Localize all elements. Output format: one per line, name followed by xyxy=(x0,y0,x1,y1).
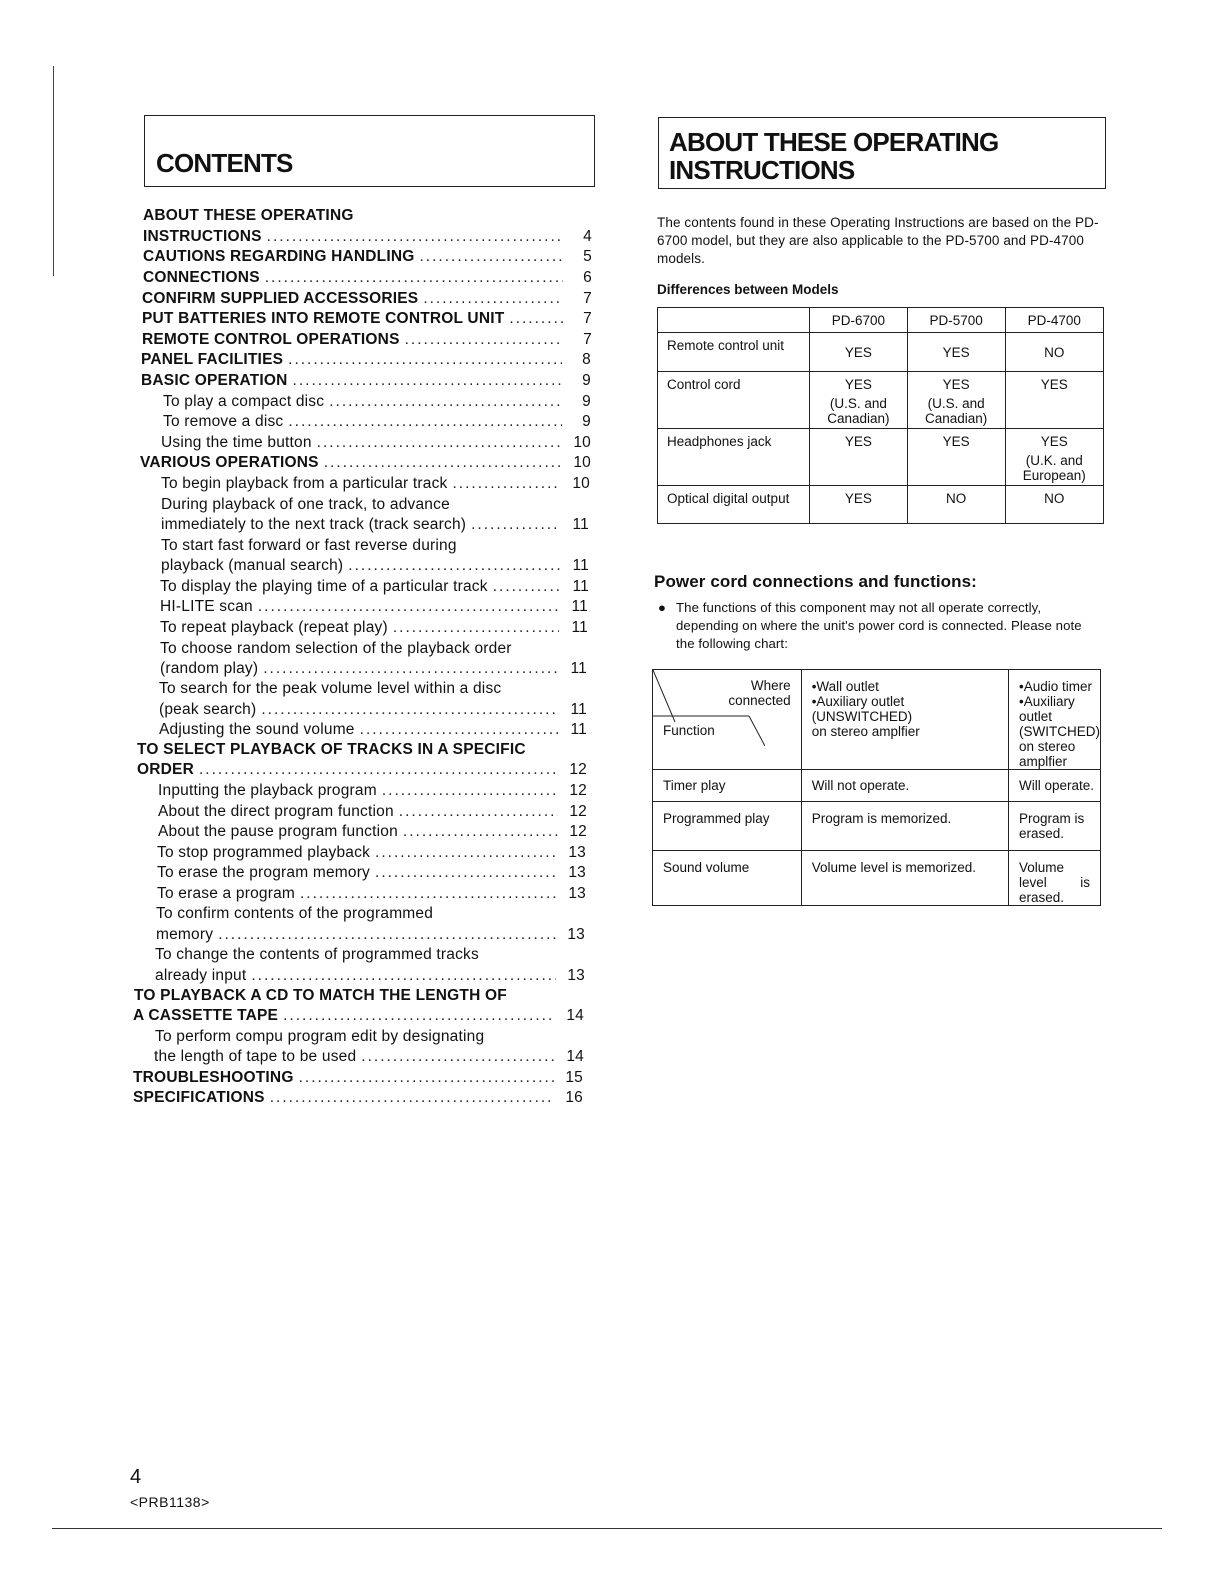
toc-entry-title: the length of tape to be used xyxy=(154,1048,357,1065)
toc-leader-dots xyxy=(399,802,558,822)
toc-page-number: 11 xyxy=(570,701,587,718)
toc-leader-dots xyxy=(382,781,558,801)
toc-entry xyxy=(137,760,587,780)
toc-entry xyxy=(161,536,589,556)
toc-entry-title: Adjusting the sound volume xyxy=(159,721,355,738)
models-header-pd6700: PD-6700 xyxy=(810,308,908,333)
toc-leader-dots xyxy=(493,577,560,597)
page-number: 4 xyxy=(130,1466,142,1488)
cell-value xyxy=(810,372,908,429)
toc-page-number: 11 xyxy=(571,598,588,615)
cell-note: (U.S. and Canadian) xyxy=(924,396,988,426)
cell-value xyxy=(907,372,1005,429)
toc-entry-title: To perform compu program edit by designating xyxy=(155,1028,485,1045)
cell-note: (U.S. and Canadian) xyxy=(827,396,890,426)
toc-page-number: 14 xyxy=(566,1048,584,1065)
table-row xyxy=(658,486,1104,524)
toc-page-number: 13 xyxy=(568,844,586,861)
toc-leader-dots xyxy=(263,659,558,679)
cell-main: YES xyxy=(942,377,970,392)
toc-entry xyxy=(160,618,588,638)
toc-entry xyxy=(160,597,588,617)
toc-entry xyxy=(155,966,585,986)
toc-leader-dots xyxy=(360,720,558,740)
power-section-heading: Power cord connections and functions: xyxy=(654,572,977,591)
toc-entry-title: (peak search) xyxy=(159,701,257,718)
toc-entry-title: Using the time button xyxy=(161,434,312,451)
toc-entry-title: ORDER xyxy=(137,761,194,778)
toc-leader-dots xyxy=(452,474,561,494)
toc-entry-title: To confirm contents of the programmed xyxy=(156,905,434,922)
cell-value: YES xyxy=(907,333,1005,372)
toc-page-number: 9 xyxy=(582,413,591,430)
toc-entry xyxy=(157,843,586,863)
toc-entry xyxy=(133,1088,583,1108)
margin-rule xyxy=(53,66,54,276)
toc-entry xyxy=(133,1068,583,1088)
toc-entry xyxy=(140,453,591,473)
models-header-pd4700: PD-4700 xyxy=(1005,308,1104,333)
toc-entry xyxy=(161,495,590,515)
toc-entry-title: HI-LITE scan xyxy=(160,598,253,615)
row-label: Timer play xyxy=(653,770,802,802)
toc-entry xyxy=(158,822,587,842)
toc-entry xyxy=(143,247,592,267)
row-label: Headphones jack xyxy=(658,429,810,486)
toc-page-number: 15 xyxy=(565,1069,583,1086)
toc-entry xyxy=(143,206,592,226)
toc-entry-title: INSTRUCTIONS xyxy=(143,228,262,245)
toc-page-number: 13 xyxy=(568,864,586,881)
cell-value: Program is erased. xyxy=(1009,802,1101,851)
toc-page-number: 16 xyxy=(565,1089,583,1106)
toc-leader-dots xyxy=(324,453,562,473)
toc-page-number: 6 xyxy=(583,269,592,286)
toc-entry-title: During playback of one track, to advance xyxy=(161,496,450,513)
toc-leader-dots xyxy=(299,1068,554,1088)
toc-page-number: 10 xyxy=(573,454,591,471)
differences-heading: Differences between Models xyxy=(657,282,839,297)
toc-leader-dots xyxy=(403,822,558,842)
toc-entry xyxy=(163,412,591,432)
toc-leader-dots xyxy=(317,433,562,453)
toc-page-number: 10 xyxy=(573,434,591,451)
toc-entry xyxy=(143,227,592,247)
toc-page-number: 7 xyxy=(583,331,592,348)
toc-leader-dots xyxy=(423,289,563,309)
toc-entry-title: About the pause program function xyxy=(158,823,398,840)
toc-page-number: 13 xyxy=(567,926,585,943)
power-table-header xyxy=(653,670,1101,770)
cell-value: YES xyxy=(907,429,1005,486)
toc-entry xyxy=(159,700,587,720)
toc-leader-dots xyxy=(293,371,562,391)
toc-page-number: 13 xyxy=(567,967,585,984)
toc-page-number: 12 xyxy=(569,782,587,799)
toc-entry-title: TO PLAYBACK A CD TO MATCH THE LENGTH OF xyxy=(134,987,507,1004)
toc-page-number: 9 xyxy=(582,372,591,389)
toc-entry xyxy=(161,474,590,494)
toc-page-number: 12 xyxy=(569,823,587,840)
cell-value: Program is memorized. xyxy=(801,802,1008,851)
toc-page-number: 11 xyxy=(571,619,588,636)
toc-leader-dots xyxy=(288,412,562,432)
toc-page-number: 11 xyxy=(570,721,587,738)
toc-entry-title: already input xyxy=(155,967,247,984)
toc-entry-title: playback (manual search) xyxy=(161,557,344,574)
contents-title-text: CONTENTS xyxy=(156,148,293,178)
header-col2: •Audio timer •Auxiliary outlet (SWITCHED) on stereo amplfier xyxy=(1009,670,1101,770)
toc-entry-title: To erase the program memory xyxy=(157,864,371,881)
toc-entry xyxy=(160,639,588,659)
cell-note: (U.K. and European) xyxy=(1022,453,1086,483)
toc-page-number: 9 xyxy=(582,393,591,410)
header-col1: •Wall outlet •Auxiliary outlet (UNSWITCHED) on stereo amplfier xyxy=(801,670,1008,770)
toc-entry xyxy=(134,986,584,1006)
toc-page-number: 7 xyxy=(583,290,592,307)
toc-entry xyxy=(158,802,587,822)
toc-leader-dots xyxy=(261,700,558,720)
toc-entry xyxy=(161,515,589,535)
toc-leader-dots xyxy=(348,556,560,576)
cell-value: Volume level is erased. xyxy=(1009,851,1101,906)
toc-entry-title: To start fast forward or fast reverse during xyxy=(161,537,457,554)
toc-leader-dots xyxy=(405,330,563,350)
toc-leader-dots xyxy=(361,1047,555,1067)
toc-entry xyxy=(159,720,587,740)
toc-entry xyxy=(161,433,591,453)
toc-leader-dots xyxy=(251,966,556,986)
toc-entry-title: To repeat playback (repeat play) xyxy=(160,619,388,636)
bottom-rule xyxy=(52,1528,1162,1529)
toc-entry-title: BASIC OPERATION xyxy=(141,372,288,389)
toc-page-number: 12 xyxy=(569,803,587,820)
toc-entry-title: To display the playing time of a particular track xyxy=(160,578,488,595)
toc-leader-dots xyxy=(288,350,562,370)
toc-entry xyxy=(161,556,589,576)
toc-entry-title: Inputting the playback program xyxy=(158,782,377,799)
toc-leader-dots xyxy=(509,309,563,329)
intro-paragraph: The contents found in these Operating Instructions are based on the PD-6700 model, but they are also applicable to the PD-5700 and PD-4700 models. xyxy=(657,215,1099,266)
toc-entry-title: immediately to the next track (track search) xyxy=(161,516,467,533)
table-row xyxy=(653,802,1101,851)
toc-leader-dots xyxy=(329,392,562,412)
toc-entry xyxy=(142,309,592,329)
toc-entry-title: VARIOUS OPERATIONS xyxy=(140,454,319,471)
toc-entry-title: A CASSETTE TAPE xyxy=(133,1007,279,1024)
cell-value: YES xyxy=(810,429,908,486)
toc-entry-title: About the direct program function xyxy=(158,803,394,820)
row-label: Remote control unit xyxy=(658,333,810,372)
row-label: Optical digital output xyxy=(658,486,810,524)
toc-entry-title: PUT BATTERIES INTO REMOTE CONTROL UNIT xyxy=(142,310,505,327)
toc-entry xyxy=(142,330,592,350)
toc-entry xyxy=(133,1006,584,1026)
toc-page-number: 8 xyxy=(582,351,591,368)
toc-leader-dots xyxy=(375,843,557,863)
toc-entry xyxy=(143,268,592,288)
corner-function: Function xyxy=(663,723,715,738)
toc-leader-dots xyxy=(265,268,563,288)
about-title-line1: ABOUT THESE OPERATING xyxy=(669,127,999,157)
toc-entry-title: CAUTIONS REGARDING HANDLING xyxy=(143,248,415,265)
toc-leader-dots xyxy=(267,227,563,247)
contents-title xyxy=(144,115,595,187)
cell-value: Will not operate. xyxy=(801,770,1008,802)
toc-page-number: 11 xyxy=(572,557,589,574)
toc-page-number: 11 xyxy=(570,660,587,677)
toc-page-number: 14 xyxy=(566,1007,584,1024)
row-label: Control cord xyxy=(658,372,810,429)
toc-leader-dots xyxy=(218,925,556,945)
cell-value: YES xyxy=(810,486,908,524)
row-label: Sound volume xyxy=(653,851,802,906)
cell-value: Volume level is memorized. xyxy=(801,851,1008,906)
toc-leader-dots xyxy=(393,618,559,638)
toc-entry xyxy=(142,289,592,309)
bullet-icon: ● xyxy=(658,600,667,615)
table-row xyxy=(658,372,1104,429)
row-label: Programmed play xyxy=(653,802,802,851)
table-row xyxy=(658,429,1104,486)
power-table xyxy=(652,669,1101,906)
models-header-pd5700: PD-5700 xyxy=(907,308,1005,333)
table-row xyxy=(658,333,1104,372)
table-row xyxy=(653,770,1101,802)
toc-entry-title: TROUBLESHOOTING xyxy=(133,1069,294,1086)
toc-entry-title: CONNECTIONS xyxy=(143,269,260,286)
document-code: <PRB1138> xyxy=(130,1494,210,1510)
about-title xyxy=(658,117,1106,189)
toc-page-number: 4 xyxy=(583,228,592,245)
cell-value: NO xyxy=(907,486,1005,524)
toc-entry-title: TO SELECT PLAYBACK OF TRACKS IN A SPECIFIC xyxy=(137,741,526,758)
cell-value: NO xyxy=(1005,333,1104,372)
toc-entry-title: To change the contents of programmed tracks xyxy=(155,946,479,963)
toc-entry xyxy=(157,863,586,883)
cell-main: YES xyxy=(844,377,872,392)
about-title-line2: INSTRUCTIONS xyxy=(669,155,855,185)
toc-leader-dots xyxy=(375,863,557,883)
toc-entry xyxy=(160,659,587,679)
toc-entry-title: To stop programmed playback xyxy=(157,844,371,861)
power-bullet-text: The functions of this component may not all operate correctly, depending on where the unit's power cord is connected. Please note the following chart: xyxy=(676,600,1082,651)
toc-leader-dots xyxy=(471,515,560,535)
toc-entry xyxy=(159,679,587,699)
toc-page-number: 5 xyxy=(583,248,592,265)
toc-entry xyxy=(160,577,589,597)
toc-entry-title: To play a compact disc xyxy=(163,393,325,410)
corner-cell xyxy=(653,670,802,770)
toc-entry-title: memory xyxy=(156,926,214,943)
cell-value: YES xyxy=(1005,372,1104,429)
cell-main: YES xyxy=(1040,434,1068,449)
toc-entry-title: PANEL FACILITIES xyxy=(141,351,284,368)
toc-leader-dots xyxy=(258,597,559,617)
cell-value: Will operate. xyxy=(1009,770,1101,802)
toc-entry-title: To erase a program xyxy=(157,885,295,902)
toc-entry-title: To search for the peak volume level within a disc xyxy=(159,680,502,697)
toc-leader-dots xyxy=(419,247,563,267)
power-bullet xyxy=(658,599,1104,653)
cell-value xyxy=(1005,429,1104,486)
toc-leader-dots xyxy=(199,760,558,780)
toc-entry xyxy=(155,1027,584,1047)
toc-page-number: 13 xyxy=(568,885,586,902)
toc-entry-title: To choose random selection of the playback order xyxy=(160,640,512,657)
toc-entry-title: REMOTE CONTROL OPERATIONS xyxy=(142,331,400,348)
toc-leader-dots xyxy=(300,884,557,904)
toc-page-number: 7 xyxy=(583,310,592,327)
toc-entry xyxy=(154,1047,584,1067)
corner-where: Where connected xyxy=(728,678,791,708)
models-table-header xyxy=(658,308,1104,333)
toc-entry-title: ABOUT THESE OPERATING xyxy=(143,207,354,224)
toc-entry xyxy=(155,945,585,965)
cell-value: YES xyxy=(810,333,908,372)
models-table xyxy=(657,307,1104,524)
table-row xyxy=(653,851,1101,906)
toc-entry xyxy=(137,740,586,760)
toc-entry-title: SPECIFICATIONS xyxy=(133,1089,265,1106)
toc-entry xyxy=(156,925,585,945)
toc-leader-dots xyxy=(270,1088,554,1108)
toc-entry-title: To remove a disc xyxy=(163,413,284,430)
models-header-empty xyxy=(658,308,810,333)
toc-entry xyxy=(141,371,591,391)
cell-value: NO xyxy=(1005,486,1104,524)
toc-entry xyxy=(163,392,591,412)
toc-page-number: 11 xyxy=(572,578,589,595)
toc-entry xyxy=(156,904,585,924)
toc-entry-title: (random play) xyxy=(160,660,259,677)
toc-entry-title: CONFIRM SUPPLIED ACCESSORIES xyxy=(142,290,419,307)
toc-leader-dots xyxy=(283,1006,555,1026)
toc-entry xyxy=(141,350,591,370)
toc-page-number: 11 xyxy=(572,516,589,533)
toc-entry xyxy=(157,884,586,904)
toc-entry-title: To begin playback from a particular track xyxy=(161,475,448,492)
toc-page-number: 10 xyxy=(572,475,590,492)
toc-page-number: 12 xyxy=(569,761,587,778)
toc-entry xyxy=(158,781,587,801)
